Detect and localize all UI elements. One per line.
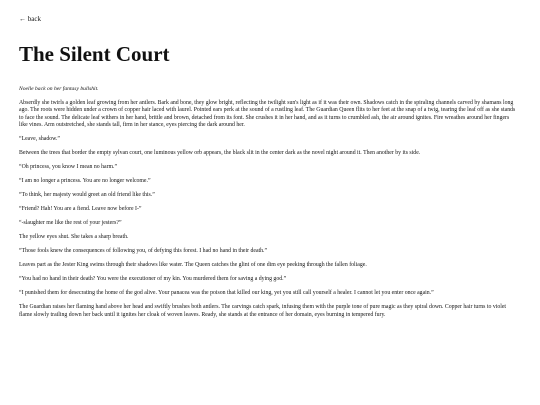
byline: Noelle back on her fantasy bullshit. (19, 86, 99, 92)
paragraph: “I am no longer a princess. You are no longer welcome.” (19, 178, 151, 185)
paragraph: “Oh princess, you know I mean no harm.” (19, 164, 118, 171)
paragraph: “I punished them for desecrating the home of the god alive. Your panacea was the poison that killed our king, yet you still call yourself a healer. I cannot let you enter once again.” (19, 290, 434, 297)
paragraph: “Friend? Hah! You are a fiend. Leave now before I-” (19, 206, 142, 213)
paragraph: The yellow eyes shut. She takes a sharp breath. (19, 234, 129, 241)
paragraph: Leaves part as the Jester King swims through their shadows like water. The Queen catches the glint of one dim eye peeking through the fallen foliage. (19, 262, 367, 269)
paragraph: “Those fools knew the consequences of following you, of defying this forest. I had no hand in their death.” (19, 248, 268, 255)
paragraph: “You had no hand in their death? You were the executioner of my kin. You murdered them for saving a dying god.” (19, 276, 287, 283)
back-link[interactable]: ← back (19, 15, 41, 23)
paragraph: “-slaughter me like the rest of your jesters?” (19, 220, 122, 227)
page-title: The Silent Court (19, 42, 170, 66)
paragraph: “Leave, shadow.” (19, 136, 60, 143)
paragraph: Abserdly she twirls a golden leaf growing from her antlers. Bark and bone, they glow bright, reflecting the twilight sun's light as if it was their own. Shadows catch in the spiraling channels carved by shamans long ago. The roots were hidden under a crown of copper hair laced with laurel. Pointed ears perk at the sound of a rustling leaf. The Guardian Queen flits to her feet at the snap of a twig, tearing the leaf off as she stands to face the sound. The delicate leaf withers in her hand, brittle and brown, detached from its font. She crushes it in her hand, and as it turns to crumbled ash, the air around ignites. Fire wreathes around her fingers like vines. Arm outstretched, she stands tall, firm in her stance, eyes piercing the dark around her. (19, 100, 516, 129)
article-body (19, 100, 526, 319)
paragraph: Between the trees that border the empty sylvan court, one luminous yellow orb appears, the black slit in the center dark as the novel night around it. Then another by its side. (19, 150, 421, 157)
paragraph: “To think, her majesty would greet an old friend like this.” (19, 192, 155, 199)
paragraph: The Guardian raises her flaming hand above her head and swiftly brushes both antlers. The carvings catch spark, infusing them with the purple tone of pure magic as they spiral down. Copper hair turns to violet flame slowly trailing down her back until it ignites her cloak of woven leaves. Ready, she stands at the entrance of her domain, eyes burning in tempered fury. (19, 304, 507, 318)
